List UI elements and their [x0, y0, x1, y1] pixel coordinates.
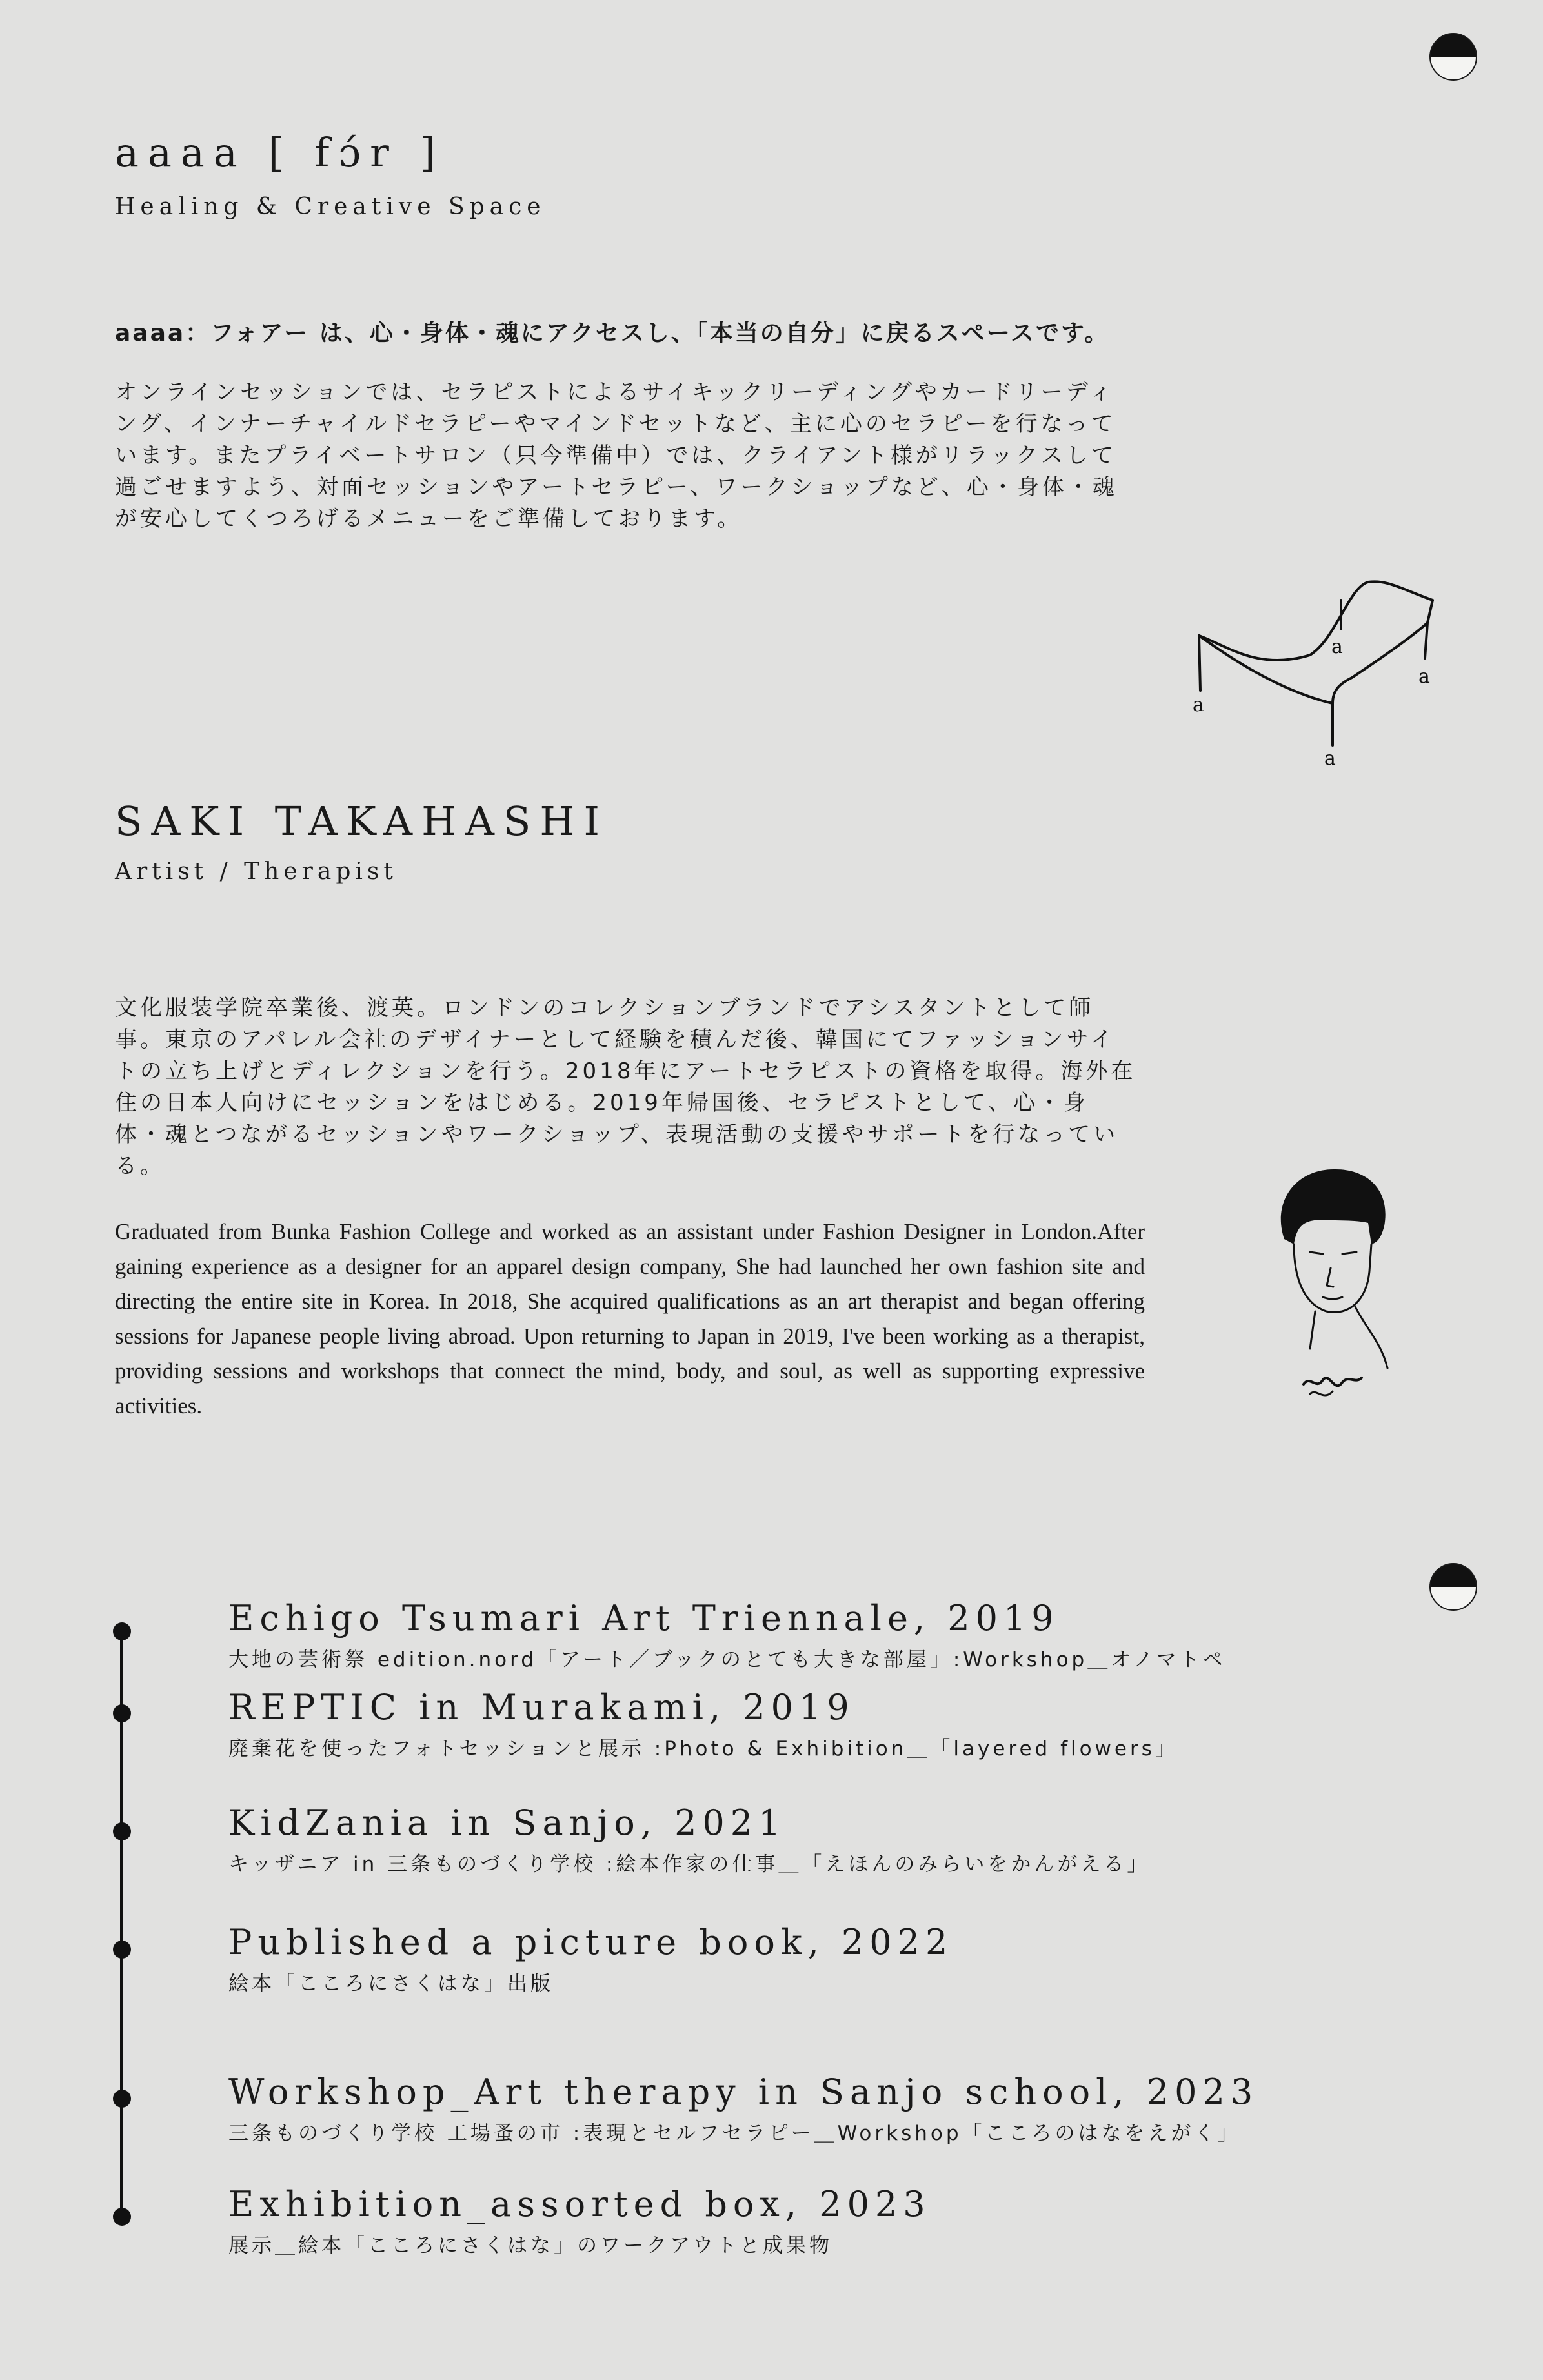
event-subtitle: 廃棄花を使ったフォトセッションと展示 :Photo & Exhibition＿「layered flowers」 — [228, 1737, 1178, 1760]
timeline-dot — [113, 1941, 131, 1959]
brand-subtitle: Healing & Creative Space — [115, 194, 546, 220]
chair-label-a: a — [1418, 665, 1430, 688]
profile-name: SAKI TAKAHASHI — [115, 798, 609, 845]
intro-line: 過ごせますよう、対面セッションやアートセラピー、ワークショップなど、心・身体・魂 — [115, 474, 1118, 500]
bio-jp-line: 文化服装学院卒業後、渡英。ロンドンのコレクションブランドでアシスタントとして師 — [115, 995, 1094, 1021]
intro-line: オンラインセッションでは、セラピストによるサイキックリーディングやカードリーディ — [115, 379, 1115, 405]
event-title: Echigo Tsumari Art Triennale, 2019 — [228, 1598, 1060, 1639]
theme-toggle-bottom[interactable] — [1429, 1563, 1477, 1611]
event-title: REPTIC in Murakami, 2019 — [228, 1687, 855, 1728]
bio-jp-line: 事。東京のアパレル会社のデザイナーとして経験を積んだ後、韓国にてファッションサイ — [115, 1027, 1116, 1053]
timeline-dot — [113, 2208, 131, 2226]
intro-paragraph — [115, 377, 1212, 535]
event-title: Workshop_Art therapy in Sanjo school, 2023 — [228, 2072, 1259, 2112]
theme-toggle-top[interactable] — [1429, 33, 1477, 81]
timeline-dot — [113, 1622, 131, 1640]
event-subtitle: 展示＿絵本「こころにさくはな」のワークアウトと成果物 — [228, 2234, 832, 2257]
intro-line: います。またプライベートサロン（只今準備中）では、クライアント様がリラックスして — [115, 443, 1116, 469]
bio-english: Graduated from Bunka Fashion College and worked as an assistant under Fashion Designer in London.After gaining experience as a designer for an apparel design company, She had launched her own fashion site and directing the entire site in Korea. In 2018, She acquired qualifications as an art therapist and began offering sessions for Japanese people living abroad. Upon returning to Japan in 2019, I've been working as a therapist, providing sessions and workshops that connect the mind, body, and soul, as well as supporting expressive activities. — [115, 1219, 1145, 1418]
event-subtitle: 三条ものづくり学校 工場蚤の市 :表現とセルフセラピー＿Workshop「こころのはなをえがく」 — [228, 2122, 1241, 2145]
intro-line: が安心してくつろげるメニューをご準備しております。 — [115, 506, 743, 532]
bio-jp-line: る。 — [115, 1153, 165, 1179]
timeline-dot — [113, 2090, 131, 2108]
event-subtitle: キッザニア in 三条ものづくり学校 :絵本作家の仕事＿「えほんのみらいをかんがえる」 — [228, 1853, 1151, 1876]
chair-label-a: a — [1193, 694, 1204, 716]
intro-line: ング、インナーチャイルドセラピーやマインドセットなど、主に心のセラピーを行なって — [115, 411, 1116, 437]
profile-role: Artist / Therapist — [115, 858, 398, 885]
event-title: KidZania in Sanjo, 2021 — [228, 1802, 787, 1843]
event-title: Published a picture book, 2022 — [228, 1922, 954, 1962]
portrait-illustration — [1258, 1162, 1413, 1420]
bio-jp-line: トの立ち上げとディレクションを行う。2018年にアートセラピストの資格を取得。海外在 — [115, 1058, 1136, 1084]
intro-lead: aaaa：フォアー は、心・身体・魂にアクセスし、「本当の自分」に戻るスペースです。 — [115, 320, 1110, 347]
timeline-dot — [113, 1822, 131, 1840]
chair-label-a: a — [1331, 636, 1343, 658]
timeline-dot — [113, 1704, 131, 1722]
bio-jp-line: 体・魂とつながるセッションやワークショップ、表現活動の支援やサポートを行なってい — [115, 1122, 1119, 1147]
brand-title: aaaa [ fɔ́r ] — [115, 129, 445, 176]
bio-jp-line: 住の日本人向けにセッションをはじめる。2019年帰国後、セラピストとして、心・身 — [115, 1090, 1089, 1116]
event-subtitle: 大地の芸術祭 edition.nord「アート／ブックのとても大きな部屋」:Workshop＿オノマトペ — [228, 1648, 1226, 1671]
chair-label-a: a — [1324, 747, 1336, 768]
event-subtitle: 絵本「こころにさくはな」出版 — [228, 1972, 554, 1995]
chair-illustration — [1187, 574, 1446, 768]
event-title: Exhibition_assorted box, 2023 — [228, 2184, 931, 2224]
bio-japanese — [115, 993, 1147, 1182]
